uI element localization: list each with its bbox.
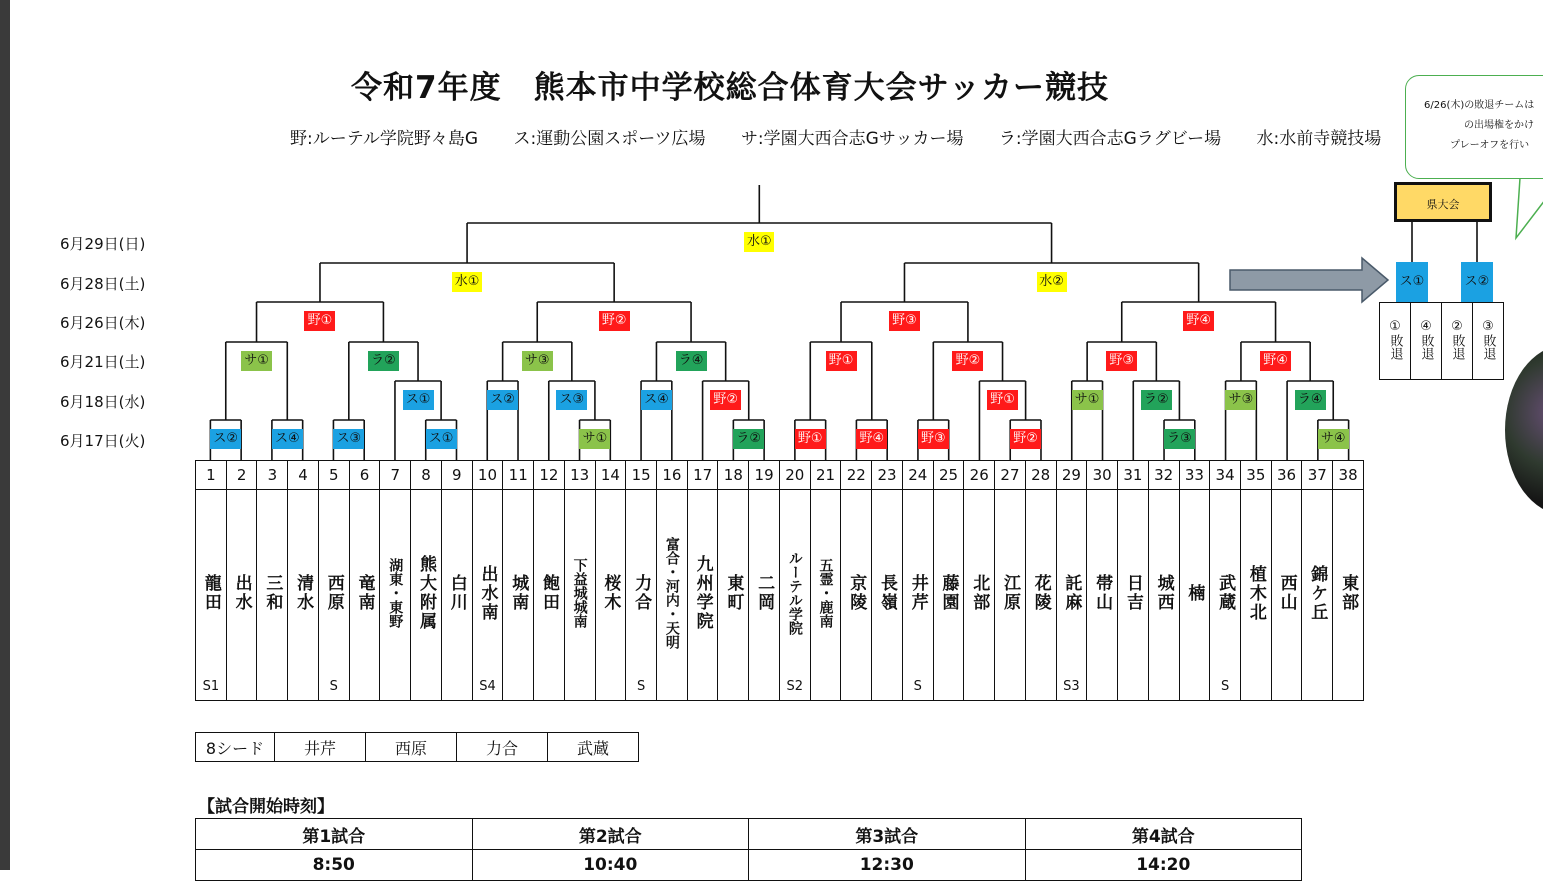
bracket-game: 野① <box>987 390 1018 410</box>
team-number: 4 <box>288 461 319 490</box>
team-number: 26 <box>964 461 995 490</box>
team-name: 日吉 <box>1122 574 1143 612</box>
team-number: 19 <box>749 461 780 490</box>
team-cell <box>1025 490 1056 701</box>
date-label: 6月18日(水) <box>60 393 146 411</box>
team-cell <box>1240 490 1271 701</box>
team-number: 25 <box>933 461 964 490</box>
team-name: 清水 <box>293 574 314 612</box>
bracket-game: ス③ <box>333 429 364 449</box>
team-name: 熊大附属 <box>416 555 436 631</box>
team-cell <box>226 490 257 701</box>
match-time: 12:30 <box>749 850 1026 881</box>
team-name: 出水南 <box>477 564 498 622</box>
team-number: 23 <box>872 461 903 490</box>
bracket-game: ラ② <box>1141 390 1172 410</box>
team-name: 西山 <box>1276 574 1297 612</box>
team-number: 13 <box>564 461 595 490</box>
team-number: 1 <box>196 461 227 490</box>
callout-line: プレーオフを行い <box>1450 140 1530 151</box>
callout-bubble <box>1405 75 1543 179</box>
bracket-game: 野② <box>710 390 741 410</box>
date-label: 6月17日(火) <box>60 432 146 450</box>
venue-no: 野:ルーテル学院野々島G <box>290 129 479 149</box>
team-cell <box>1056 490 1087 701</box>
team-cell <box>1271 490 1302 701</box>
match-time: 8:50 <box>196 850 473 881</box>
bracket-game: サ③ <box>1225 390 1256 410</box>
date-label: 6月28日(土) <box>60 275 146 293</box>
team-name: 下益城城南 <box>571 558 588 628</box>
bracket-game: 水② <box>1037 272 1067 292</box>
team-number: 34 <box>1210 461 1241 490</box>
seed-label: 8シード <box>196 733 275 762</box>
team-name: 城西 <box>1153 574 1174 612</box>
match-time: 14:20 <box>1025 850 1302 881</box>
seed-mark: S3 <box>1063 679 1080 694</box>
team-cell <box>995 490 1026 701</box>
team-cell <box>841 490 872 701</box>
team-number: 20 <box>779 461 810 490</box>
seed-mark: S <box>913 679 922 694</box>
team-cell <box>595 490 626 701</box>
team-name: 桜木 <box>600 574 621 612</box>
bracket-game: ス① <box>403 390 434 410</box>
seed-mark: S <box>1220 679 1230 694</box>
team-cell <box>1118 490 1149 701</box>
bracket-game: 野④ <box>856 429 887 449</box>
team-number: 14 <box>595 461 626 490</box>
team-name: 三和 <box>262 574 283 612</box>
date-label: 6月26日(木) <box>60 314 146 332</box>
playoff-slot: ④敗退 <box>1411 303 1442 380</box>
bracket-game: 野④ <box>1260 351 1291 371</box>
team-name: ルーテル学院 <box>786 551 803 635</box>
match-time: 10:40 <box>472 850 749 881</box>
prefectural-tournament-box: 県大会 <box>1394 182 1492 222</box>
team-name: 竜南 <box>354 574 375 612</box>
team-name: 藤園 <box>938 574 959 612</box>
match-header: 第2試合 <box>472 819 749 850</box>
bracket-game: ス④ <box>641 390 672 410</box>
seed-team: 井芹 <box>275 733 366 762</box>
team-cell <box>718 490 749 701</box>
team-number: 37 <box>1302 461 1333 490</box>
team-cell <box>1302 490 1333 701</box>
team-cell <box>626 490 657 701</box>
team-name: 武蔵 <box>1215 574 1236 612</box>
team-name: 九州学院 <box>692 555 713 631</box>
bracket-game: 野② <box>952 351 983 371</box>
schedule-label: 【試合開始時刻】 <box>198 797 334 817</box>
bracket-game: 野① <box>795 429 826 449</box>
team-number: 30 <box>1087 461 1118 490</box>
date-label: 6月21日(土) <box>60 353 146 371</box>
team-name: 楠 <box>1184 583 1205 603</box>
bracket-game: ラ② <box>733 429 764 449</box>
bracket-game: サ③ <box>522 351 553 371</box>
bracket-game: ス③ <box>556 390 587 410</box>
seed-team: 武蔵 <box>548 733 639 762</box>
playoff-game: ス② <box>1461 262 1493 302</box>
seed-mark: S <box>637 679 646 694</box>
team-name: 二岡 <box>754 574 775 612</box>
bracket-game: ラ④ <box>1295 390 1326 410</box>
team-cell <box>1179 490 1210 701</box>
team-number: 32 <box>1148 461 1179 490</box>
team-name: 五霊・鹿南 <box>817 558 834 628</box>
team-name: 京陵 <box>846 574 867 612</box>
bracket-game: 野② <box>1010 429 1041 449</box>
team-cell <box>534 490 565 701</box>
venue-sa: サ:学園大西合志Gサッカー場 <box>740 129 964 149</box>
playoff-slots <box>1379 302 1504 380</box>
bracket-game: 野③ <box>889 311 920 331</box>
team-name: 城南 <box>508 574 529 612</box>
team-number: 17 <box>687 461 718 490</box>
team-number: 36 <box>1271 461 1302 490</box>
team-number: 3 <box>257 461 288 490</box>
team-number: 21 <box>810 461 841 490</box>
venue-ra: ラ:学園大西合志Gラグビー場 <box>998 129 1222 149</box>
bracket-game: ラ④ <box>676 351 707 371</box>
team-number: 24 <box>902 461 933 490</box>
bracket-game: ス④ <box>272 429 303 449</box>
seed-team: 力合 <box>457 733 548 762</box>
bracket-game: 野③ <box>918 429 949 449</box>
team-name: 力合 <box>631 574 652 612</box>
match-header: 第4試合 <box>1025 819 1302 850</box>
team-number: 7 <box>380 461 411 490</box>
team-number: 22 <box>841 461 872 490</box>
bracket-game: 野② <box>599 311 630 331</box>
team-number: 2 <box>226 461 257 490</box>
team-cell <box>318 490 349 701</box>
team-number: 33 <box>1179 461 1210 490</box>
venue-mizu: 水:水前寺競技場 <box>1256 129 1382 149</box>
team-number: 31 <box>1118 461 1149 490</box>
bracket-game: ス② <box>487 390 518 410</box>
team-number: 18 <box>718 461 749 490</box>
bracket-game: 野③ <box>1106 351 1137 371</box>
seed-mark: S2 <box>786 679 804 694</box>
team-cell <box>779 490 810 701</box>
team-number: 35 <box>1240 461 1271 490</box>
team-name: 龍田 <box>200 574 221 612</box>
date-label: 6月29日(日) <box>60 235 146 253</box>
seed-team: 西原 <box>366 733 457 762</box>
bracket-game: サ④ <box>1318 429 1349 449</box>
bracket-game: ラ③ <box>1164 429 1195 449</box>
team-number: 5 <box>318 461 349 490</box>
team-cell <box>810 490 841 701</box>
team-cell <box>196 490 227 701</box>
team-name: 井芹 <box>907 574 928 612</box>
team-number: 6 <box>349 461 380 490</box>
team-name: 東町 <box>723 574 744 612</box>
team-number: 12 <box>534 461 565 490</box>
team-name: 託麻 <box>1061 574 1082 612</box>
team-cell <box>349 490 380 701</box>
team-number: 16 <box>657 461 688 490</box>
playoff-game: ス① <box>1396 262 1428 302</box>
team-cell <box>687 490 718 701</box>
bracket-game: ラ② <box>368 351 399 371</box>
team-name: 湖東・東野 <box>387 558 404 628</box>
team-cell <box>380 490 411 701</box>
team-table <box>195 460 1364 701</box>
match-header: 第3試合 <box>749 819 1026 850</box>
bracket-game: サ① <box>1072 390 1103 410</box>
team-name: 帯山 <box>1092 574 1113 612</box>
team-cell <box>933 490 964 701</box>
team-name: 植木北 <box>1245 564 1266 622</box>
seed-mark: S4 <box>479 679 496 694</box>
team-name: 出水 <box>231 574 252 612</box>
bracket-game: サ① <box>579 429 610 449</box>
bracket-game: 野① <box>304 311 335 331</box>
bracket-game: サ① <box>241 351 272 371</box>
team-number: 27 <box>995 461 1026 490</box>
team-name: 白川 <box>446 574 467 612</box>
page-title: 令和7年度 熊本市中学校総合体育大会サッカー競技 <box>351 70 1109 106</box>
team-name: 富合・河内・天明 <box>663 537 680 649</box>
team-cell <box>902 490 933 701</box>
arrow-icon <box>1230 258 1388 302</box>
seed-table <box>195 732 639 762</box>
team-number: 10 <box>472 461 503 490</box>
team-name: 東部 <box>1338 574 1359 612</box>
team-cell <box>1087 490 1118 701</box>
team-cell <box>411 490 442 701</box>
playoff-slot: ②敗退 <box>1442 303 1473 380</box>
team-number: 29 <box>1056 461 1087 490</box>
team-name: 西原 <box>323 574 344 612</box>
seed-mark: S <box>329 679 338 694</box>
callout-line: の出場権をかけ <box>1464 120 1534 131</box>
seed-mark: S1 <box>202 679 220 694</box>
team-cell <box>657 490 688 701</box>
team-cell <box>441 490 472 701</box>
team-cell <box>503 490 534 701</box>
team-name: 花陵 <box>1030 574 1051 612</box>
team-number: 11 <box>503 461 534 490</box>
playoff-slot: ①敗退 <box>1380 303 1411 380</box>
team-name: 江原 <box>999 574 1020 612</box>
team-number: 38 <box>1333 461 1364 490</box>
team-cell <box>1210 490 1241 701</box>
schedule-table <box>195 818 1302 881</box>
bracket-game: 野④ <box>1183 311 1214 331</box>
playoff-slot: ③敗退 <box>1473 303 1504 380</box>
team-number: 28 <box>1025 461 1056 490</box>
team-name: 飽田 <box>538 574 559 612</box>
team-number: 8 <box>411 461 442 490</box>
team-cell <box>1333 490 1364 701</box>
team-cell <box>257 490 288 701</box>
match-header: 第1試合 <box>196 819 473 850</box>
bracket-game: 水① <box>744 232 774 252</box>
team-cell <box>872 490 903 701</box>
team-cell <box>964 490 995 701</box>
bracket-game: 水① <box>452 272 482 292</box>
team-name: 長嶺 <box>877 574 898 612</box>
team-number: 15 <box>626 461 657 490</box>
bracket-game: ス① <box>426 429 457 449</box>
team-cell <box>564 490 595 701</box>
team-number: 9 <box>441 461 472 490</box>
team-name: 錦ケ丘 <box>1307 564 1328 622</box>
bracket-game: 野① <box>826 351 857 371</box>
team-name: 北部 <box>969 574 990 612</box>
bracket-game: ス② <box>210 429 241 449</box>
team-cell <box>749 490 780 701</box>
callout-tail <box>1516 178 1543 238</box>
venue-su: ス:運動公園スポーツ広場 <box>513 129 706 149</box>
team-cell <box>1148 490 1179 701</box>
callout-line: 6/26(木)の敗退チームは <box>1424 100 1535 111</box>
team-cell <box>472 490 503 701</box>
team-cell <box>288 490 319 701</box>
